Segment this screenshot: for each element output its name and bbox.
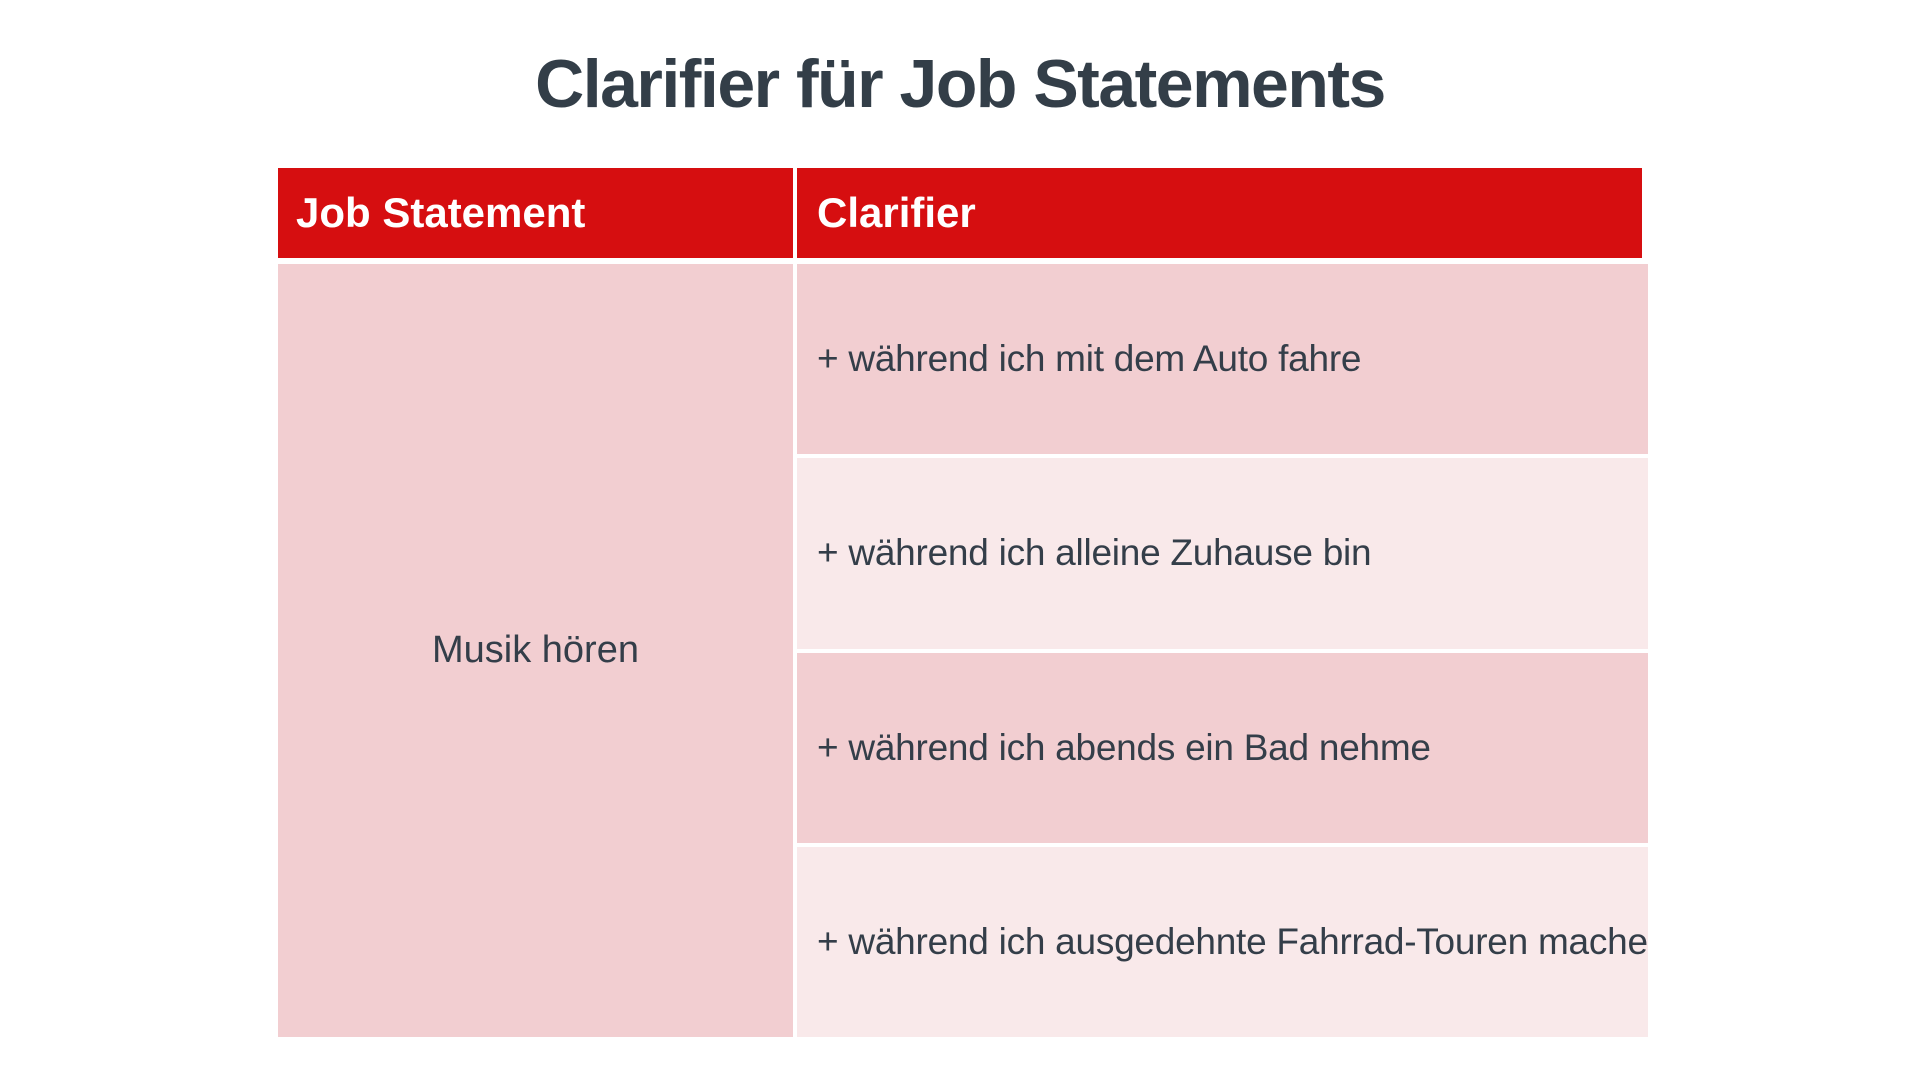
header-cell-job-statement: Job Statement: [278, 168, 793, 258]
clarifier-row: + während ich alleine Zuhause bin: [797, 458, 1648, 648]
clarifier-row: + während ich ausgedehnte Fahrrad-Touren mache: [797, 847, 1648, 1037]
page-title: Clarifier für Job Statements: [535, 46, 1385, 122]
clarifier-row: + während ich mit dem Auto fahre: [797, 264, 1648, 454]
clarifier-row: + während ich abends ein Bad nehme: [797, 653, 1648, 843]
table-body: [278, 264, 1648, 1037]
job-statements-table: [278, 168, 1648, 1037]
header-cell-clarifier: Clarifier: [797, 168, 1642, 258]
table-header-row: [278, 168, 1642, 258]
clarifier-rows: [797, 264, 1648, 1037]
job-statement-label: Musik hören: [432, 629, 639, 671]
job-statement-cell: [278, 264, 793, 1037]
